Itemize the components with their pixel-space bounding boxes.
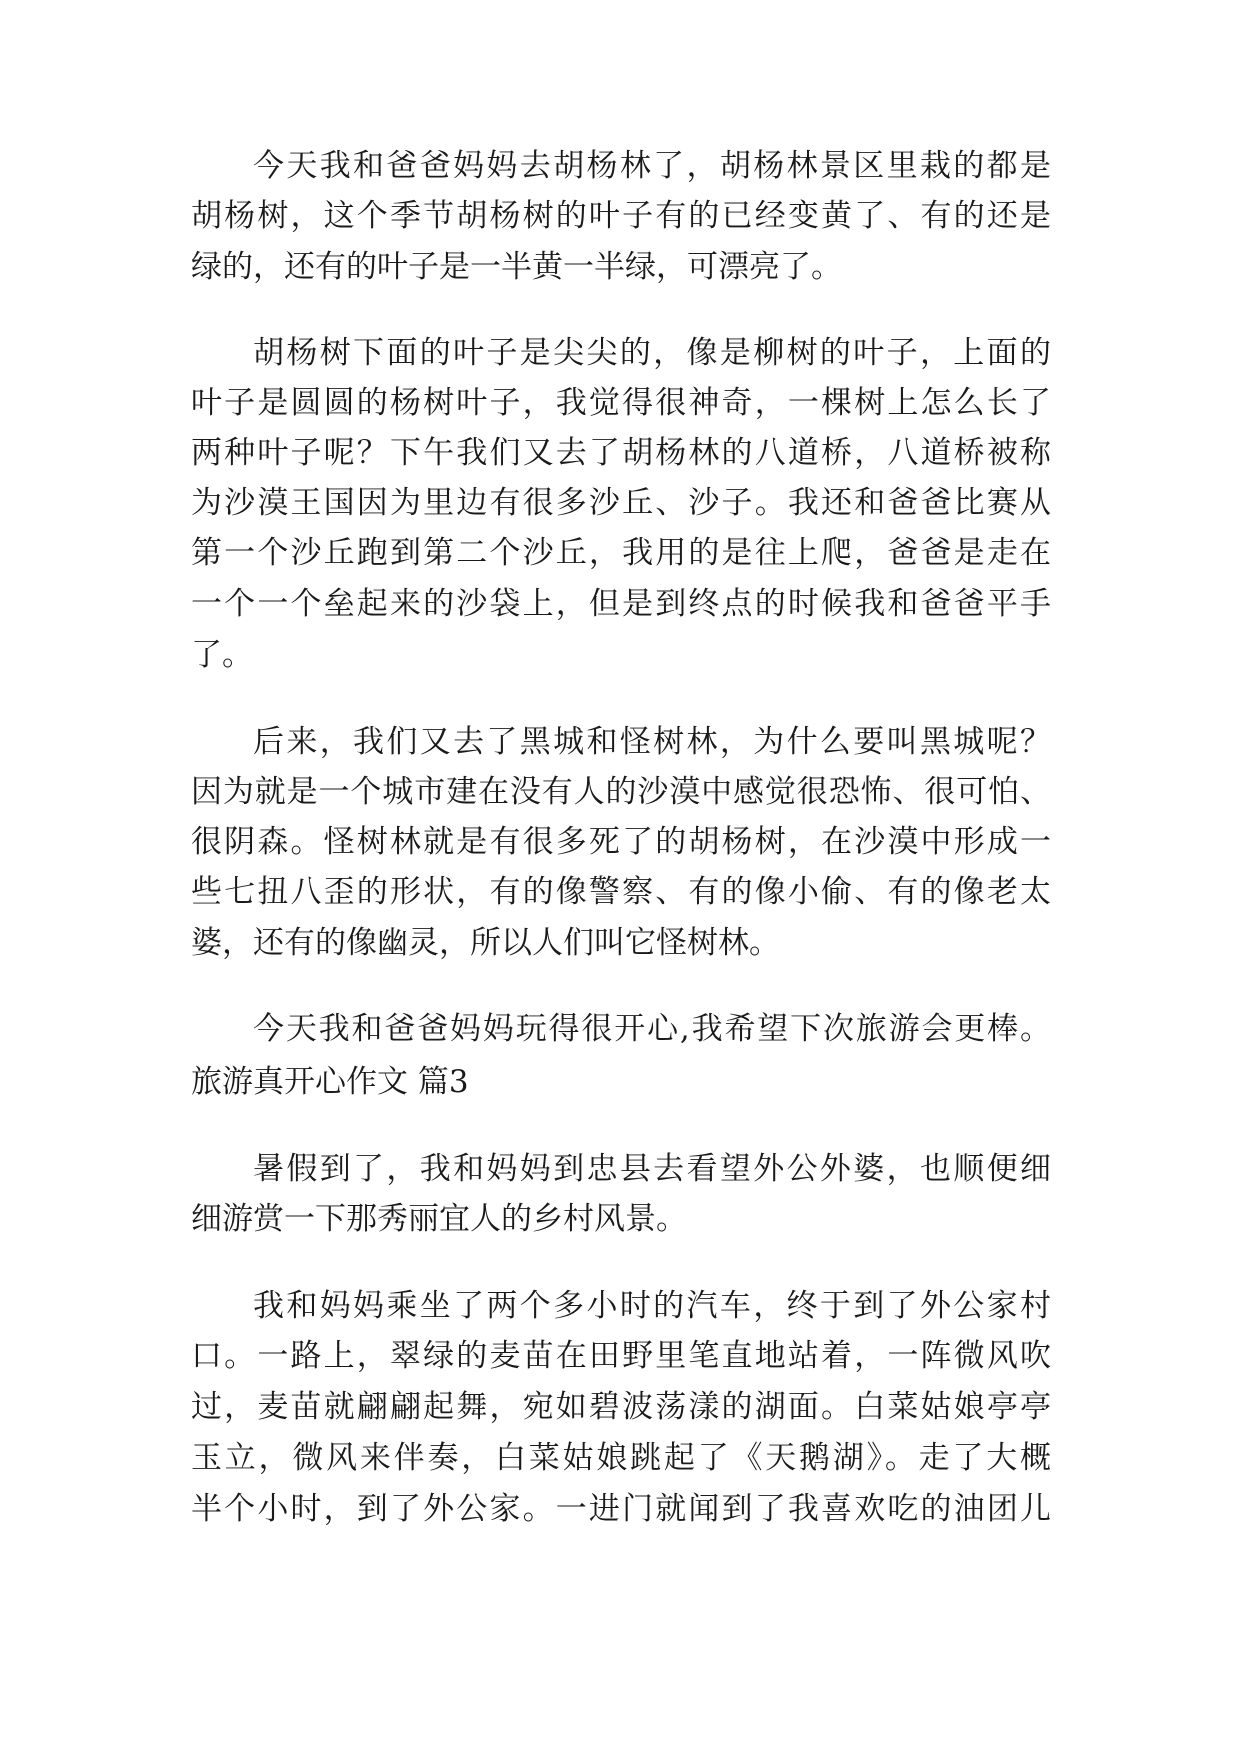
text-line: 一个一个垒起来的沙袋上，但是到终点的时候我和爸爸平手 bbox=[191, 586, 1051, 622]
text-line: 绿的，还有的叶子是一半黄一半绿，可漂亮了。 bbox=[191, 249, 842, 285]
text-line: 为沙漠王国因为里边有很多沙丘、沙子。我还和爸爸比赛从 bbox=[191, 485, 1051, 521]
text-line: 后来，我们又去了黑城和怪树林，为什么要叫黑城呢？ bbox=[253, 724, 1051, 760]
text-line: 第一个沙丘跑到第二个沙丘，我用的是往上爬，爸爸是走在 bbox=[191, 535, 1051, 571]
text-line: 叶子是圆圆的杨树叶子，我觉得很神奇，一棵树上怎么长了 bbox=[191, 385, 1051, 421]
text-line: 婆，还有的像幽灵，所以人们叫它怪树林。 bbox=[191, 925, 780, 961]
text-line: 些七扭八歪的形状，有的像警察、有的像小偷、有的像老太 bbox=[191, 874, 1051, 910]
text-line: 很阴森。怪树林就是有很多死了的胡杨树，在沙漠中形成一 bbox=[191, 824, 1051, 860]
text-line: 我和妈妈乘坐了两个多小时的汽车，终于到了外公家村 bbox=[253, 1288, 1051, 1324]
text-line: 今天我和爸爸妈妈去胡杨林了，胡杨林景区里栽的都是 bbox=[253, 148, 1051, 184]
text-line: 暑假到了，我和妈妈到忠县去看望外公外婆，也顺便细 bbox=[253, 1151, 1051, 1187]
text-line: 玉立，微风来伴奏，白菜姑娘跳起了《天鹅湖》。走了大概 bbox=[191, 1440, 1051, 1476]
text-line: 了。 bbox=[191, 637, 253, 673]
text-line: 因为就是一个城市建在没有人的沙漠中感觉很恐怖、很可怕、 bbox=[191, 774, 1051, 810]
text-line: 两种叶子呢？下午我们又去了胡杨林的八道桥，八道桥被称 bbox=[191, 435, 1051, 471]
text-line: 口。一路上，翠绿的麦苗在田野里笔直地站着，一阵微风吹 bbox=[191, 1338, 1051, 1374]
section-heading: 旅游真开心作文 篇3 bbox=[191, 1064, 469, 1100]
text-line: 胡杨树下面的叶子是尖尖的，像是柳树的叶子，上面的 bbox=[253, 335, 1051, 371]
text-line: 过，麦苗就翩翩起舞，宛如碧波荡漾的湖面。白菜姑娘亭亭 bbox=[191, 1389, 1051, 1425]
text-line: 细游赏一下那秀丽宜人的乡村风景。 bbox=[191, 1201, 687, 1237]
text-line: 半个小时，到了外公家。一进门就闻到了我喜欢吃的油团儿 bbox=[191, 1491, 1051, 1527]
text-line: 胡杨树，这个季节胡杨树的叶子有的已经变黄了、有的还是 bbox=[191, 198, 1051, 234]
text-line: 今天我和爸爸妈妈玩得很开心,我希望下次旅游会更棒。 bbox=[253, 1011, 1051, 1047]
